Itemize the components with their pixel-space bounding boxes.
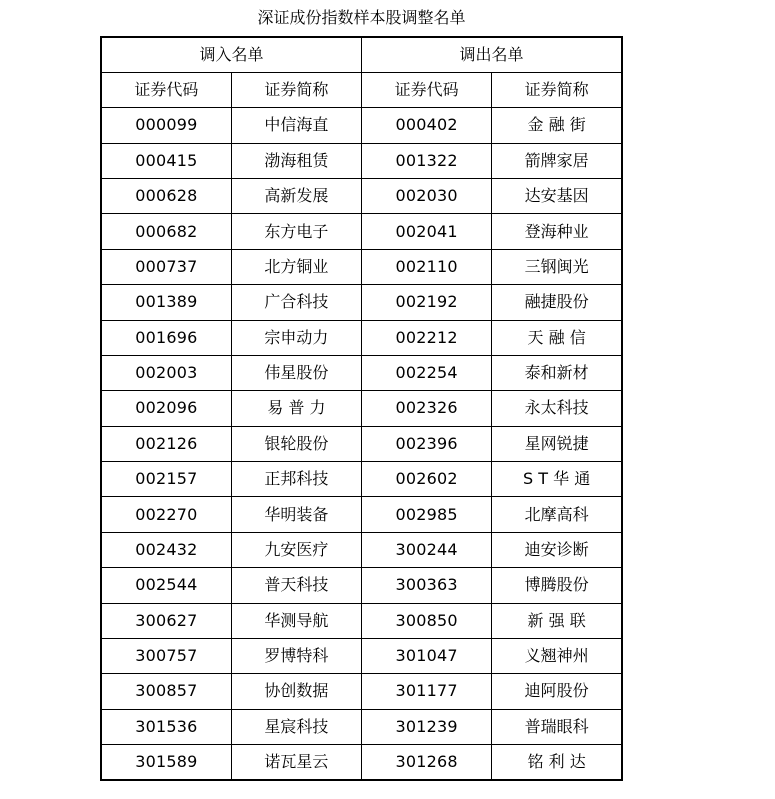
out-name-cell: 三钢闽光 [492,249,622,284]
table-row [101,568,622,603]
out-code-cell: 002396 [362,426,492,461]
out-code-cell: 002985 [362,497,492,532]
out-name-cell: 北摩高科 [492,497,622,532]
out-list-header: 调出名单 [362,37,623,72]
in-name-cell: 诺瓦星云 [231,745,361,780]
table-row [101,108,622,143]
in-code-cell: 301589 [101,745,231,780]
in-name-cell: 渤海租赁 [231,143,361,178]
in-name-cell: 银轮股份 [231,426,361,461]
in-name-cell: 中信海直 [231,108,361,143]
out-name-cell: 金 融 街 [492,108,622,143]
out-code-cell: 002254 [362,355,492,390]
out-name-cell: 登海种业 [492,214,622,249]
table-body [101,37,622,780]
out-name-cell: 迪阿股份 [492,674,622,709]
column-header-row [101,72,622,107]
in-name-cell: 协创数据 [231,674,361,709]
in-code-cell: 300857 [101,674,231,709]
out-name-cell: 达安基因 [492,179,622,214]
in-name-cell: 易 普 力 [231,391,361,426]
out-name-cell: 箭牌家居 [492,143,622,178]
out-name-cell: 永太科技 [492,391,622,426]
page-title: 深证成份指数样本股调整名单 [257,8,466,27]
out-code-cell: 301268 [362,745,492,780]
out-code-cell: 000402 [362,108,492,143]
table-row [101,179,622,214]
out-code-cell: 002192 [362,285,492,320]
in-code-cell: 000628 [101,179,231,214]
column-header-in-code: 证券代码 [101,72,231,107]
table-row [101,426,622,461]
out-code-cell: 002030 [362,179,492,214]
in-code-cell: 000737 [101,249,231,284]
table-row [101,745,622,780]
in-code-cell: 002544 [101,568,231,603]
out-name-cell: 天 融 信 [492,320,622,355]
out-name-cell: 普瑞眼科 [492,709,622,744]
table-row [101,320,622,355]
in-code-cell: 000099 [101,108,231,143]
table-row [101,497,622,532]
in-name-cell: 九安医疗 [231,532,361,567]
in-code-cell: 002126 [101,426,231,461]
out-code-cell: 301177 [362,674,492,709]
in-name-cell: 东方电子 [231,214,361,249]
in-name-cell: 正邦科技 [231,462,361,497]
column-header-out-code: 证券代码 [362,72,492,107]
out-name-cell: 星网锐捷 [492,426,622,461]
in-code-cell: 000415 [101,143,231,178]
out-name-cell: 义翘神州 [492,638,622,673]
out-code-cell: 002326 [362,391,492,426]
in-code-cell: 301536 [101,709,231,744]
in-name-cell: 普天科技 [231,568,361,603]
out-name-cell: 迪安诊断 [492,532,622,567]
out-code-cell: 301047 [362,638,492,673]
in-code-cell: 300757 [101,638,231,673]
in-name-cell: 宗申动力 [231,320,361,355]
in-code-cell: 000682 [101,214,231,249]
in-name-cell: 高新发展 [231,179,361,214]
out-code-cell: 001322 [362,143,492,178]
out-name-cell: 铭 利 达 [492,745,622,780]
in-name-cell: 星宸科技 [231,709,361,744]
out-code-cell: 002212 [362,320,492,355]
out-name-cell: 泰和新材 [492,355,622,390]
table-row [101,674,622,709]
table-row [101,391,622,426]
in-code-cell: 001696 [101,320,231,355]
in-code-cell: 002096 [101,391,231,426]
in-list-header: 调入名单 [101,37,362,72]
in-code-cell: 002432 [101,532,231,567]
table-row [101,143,622,178]
in-name-cell: 伟星股份 [231,355,361,390]
in-code-cell: 002003 [101,355,231,390]
in-code-cell: 001389 [101,285,231,320]
table-row [101,355,622,390]
out-code-cell: 002041 [362,214,492,249]
table-row [101,532,622,567]
out-name-cell: 博腾股份 [492,568,622,603]
in-name-cell: 华明装备 [231,497,361,532]
group-header-row [101,37,622,72]
out-code-cell: 300244 [362,532,492,567]
table-row [101,462,622,497]
out-code-cell: 002110 [362,249,492,284]
table-row [101,285,622,320]
in-name-cell: 华测导航 [231,603,361,638]
table-row [101,214,622,249]
out-name-cell: S T 华 通 [492,462,622,497]
table-row [101,709,622,744]
out-code-cell: 301239 [362,709,492,744]
in-name-cell: 罗博特科 [231,638,361,673]
out-name-cell: 融捷股份 [492,285,622,320]
adjustment-table [100,36,623,781]
column-header-in-name: 证券简称 [231,72,361,107]
out-code-cell: 300363 [362,568,492,603]
table-row [101,249,622,284]
out-code-cell: 300850 [362,603,492,638]
in-code-cell: 002157 [101,462,231,497]
out-name-cell: 新 强 联 [492,603,622,638]
in-code-cell: 300627 [101,603,231,638]
in-name-cell: 北方铜业 [231,249,361,284]
out-code-cell: 002602 [362,462,492,497]
in-code-cell: 002270 [101,497,231,532]
table-row [101,603,622,638]
table-row [101,638,622,673]
column-header-out-name: 证券简称 [492,72,622,107]
in-name-cell: 广合科技 [231,285,361,320]
